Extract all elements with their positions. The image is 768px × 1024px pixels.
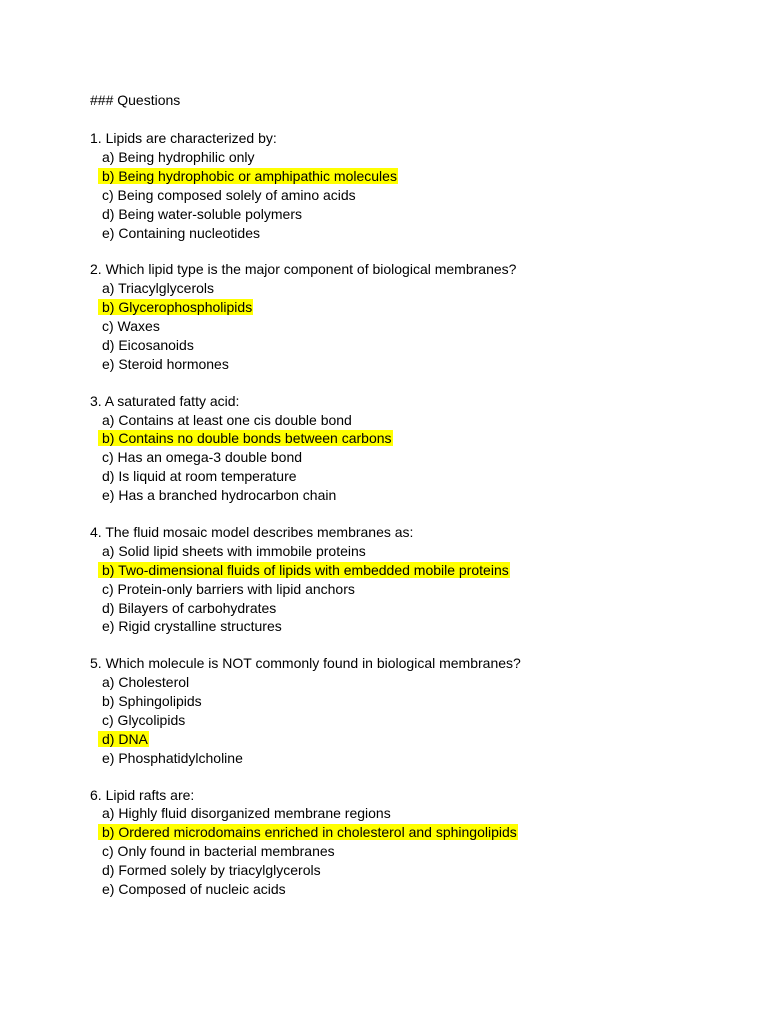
answer-option [102,804,391,823]
question-stem: 1. Lipids are characterized by: [90,130,277,146]
option-text: b) Sphingolipids [102,693,202,709]
answer-option [102,749,243,768]
answer-option-correct [98,429,393,448]
highlighted-option-text: d) DNA [98,731,149,747]
answer-option [102,411,352,430]
answer-option [102,861,321,880]
question-stem: 3. A saturated fatty acid: [90,392,240,409]
option-text: a) Triacylglycerols [102,280,215,297]
questions-heading: ### Questions [90,92,181,108]
answer-option [102,317,160,336]
option-text: e) Containing nucleotides [102,224,260,241]
option-text: a) Solid lipid sheets with immobile proteins [102,542,366,559]
answer-option [102,842,335,861]
option-text: c) Being composed solely of amino acids [102,186,356,203]
option-text: a) Being hydrophilic only [102,148,255,165]
option-text: c) Waxes [102,318,160,334]
option-text: d) Formed solely by triacylglycerols [102,862,321,879]
highlighted-option-text: b) Contains no double bonds between carbons [98,430,393,446]
answer-option-correct [98,730,149,749]
question-stem: 4. The fluid mosaic model describes membranes as: [90,523,414,540]
highlighted-option-text: b) Two-dimensional fluids of lipids with embedded mobile proteins [98,562,510,578]
answer-option-correct [98,167,398,186]
answer-option [102,467,297,486]
question-stem: 6. Lipid rafts are: [90,786,195,803]
option-text: c) Glycolipids [102,711,186,728]
option-text: d) Bilayers of carbohydrates [102,599,277,616]
answer-option [102,486,336,505]
answer-option [102,186,356,205]
answer-option [102,355,229,374]
option-text: d) Eicosanoids [102,336,194,353]
option-text: d) Being water-soluble polymers [102,205,302,222]
highlighted-option-text: b) Ordered microdomains enriched in cholesterol and sphingolipids [98,824,518,840]
answer-option-correct [98,298,253,317]
answer-option [102,692,202,711]
option-text: e) Composed of nucleic acids [102,881,286,897]
question-stem: 5. Which molecule is NOT commonly found in biological membranes? [90,655,521,672]
option-text: c) Has an omega-3 double bond [102,449,303,466]
answer-option [102,205,302,224]
highlighted-option-text: b) Glycerophospholipids [98,299,253,315]
option-text: e) Has a branched hydrocarbon chain [102,487,337,504]
answer-option [102,542,366,561]
answer-option-correct [98,561,510,580]
answer-option-correct [98,823,518,842]
question-stem: 2. Which lipid type is the major component of biological membranes? [90,261,517,278]
answer-option [102,599,276,618]
answer-option [102,673,189,692]
answer-option [102,336,194,355]
answer-option [102,580,355,599]
option-text: c) Only found in bacterial membranes [102,843,335,860]
answer-option [102,617,282,636]
answer-option [102,448,302,467]
option-text: a) Highly fluid disorganized membrane regions [102,805,391,822]
option-text: c) Protein-only barriers with lipid anchors [102,580,355,597]
option-text: a) Cholesterol [102,674,190,691]
option-text: d) Is liquid at room temperature [102,468,297,485]
option-text: e) Steroid hormones [102,355,229,372]
answer-option [102,880,286,899]
option-text: a) Contains at least one cis double bond [102,411,352,428]
option-text: e) Phosphatidylcholine [102,749,243,766]
answer-option [102,224,260,243]
highlighted-option-text: b) Being hydrophobic or amphipathic molecules [98,168,398,184]
answer-option [102,148,255,167]
answer-option [102,279,214,298]
answer-option [102,711,185,730]
option-text: e) Rigid crystalline structures [102,618,282,635]
